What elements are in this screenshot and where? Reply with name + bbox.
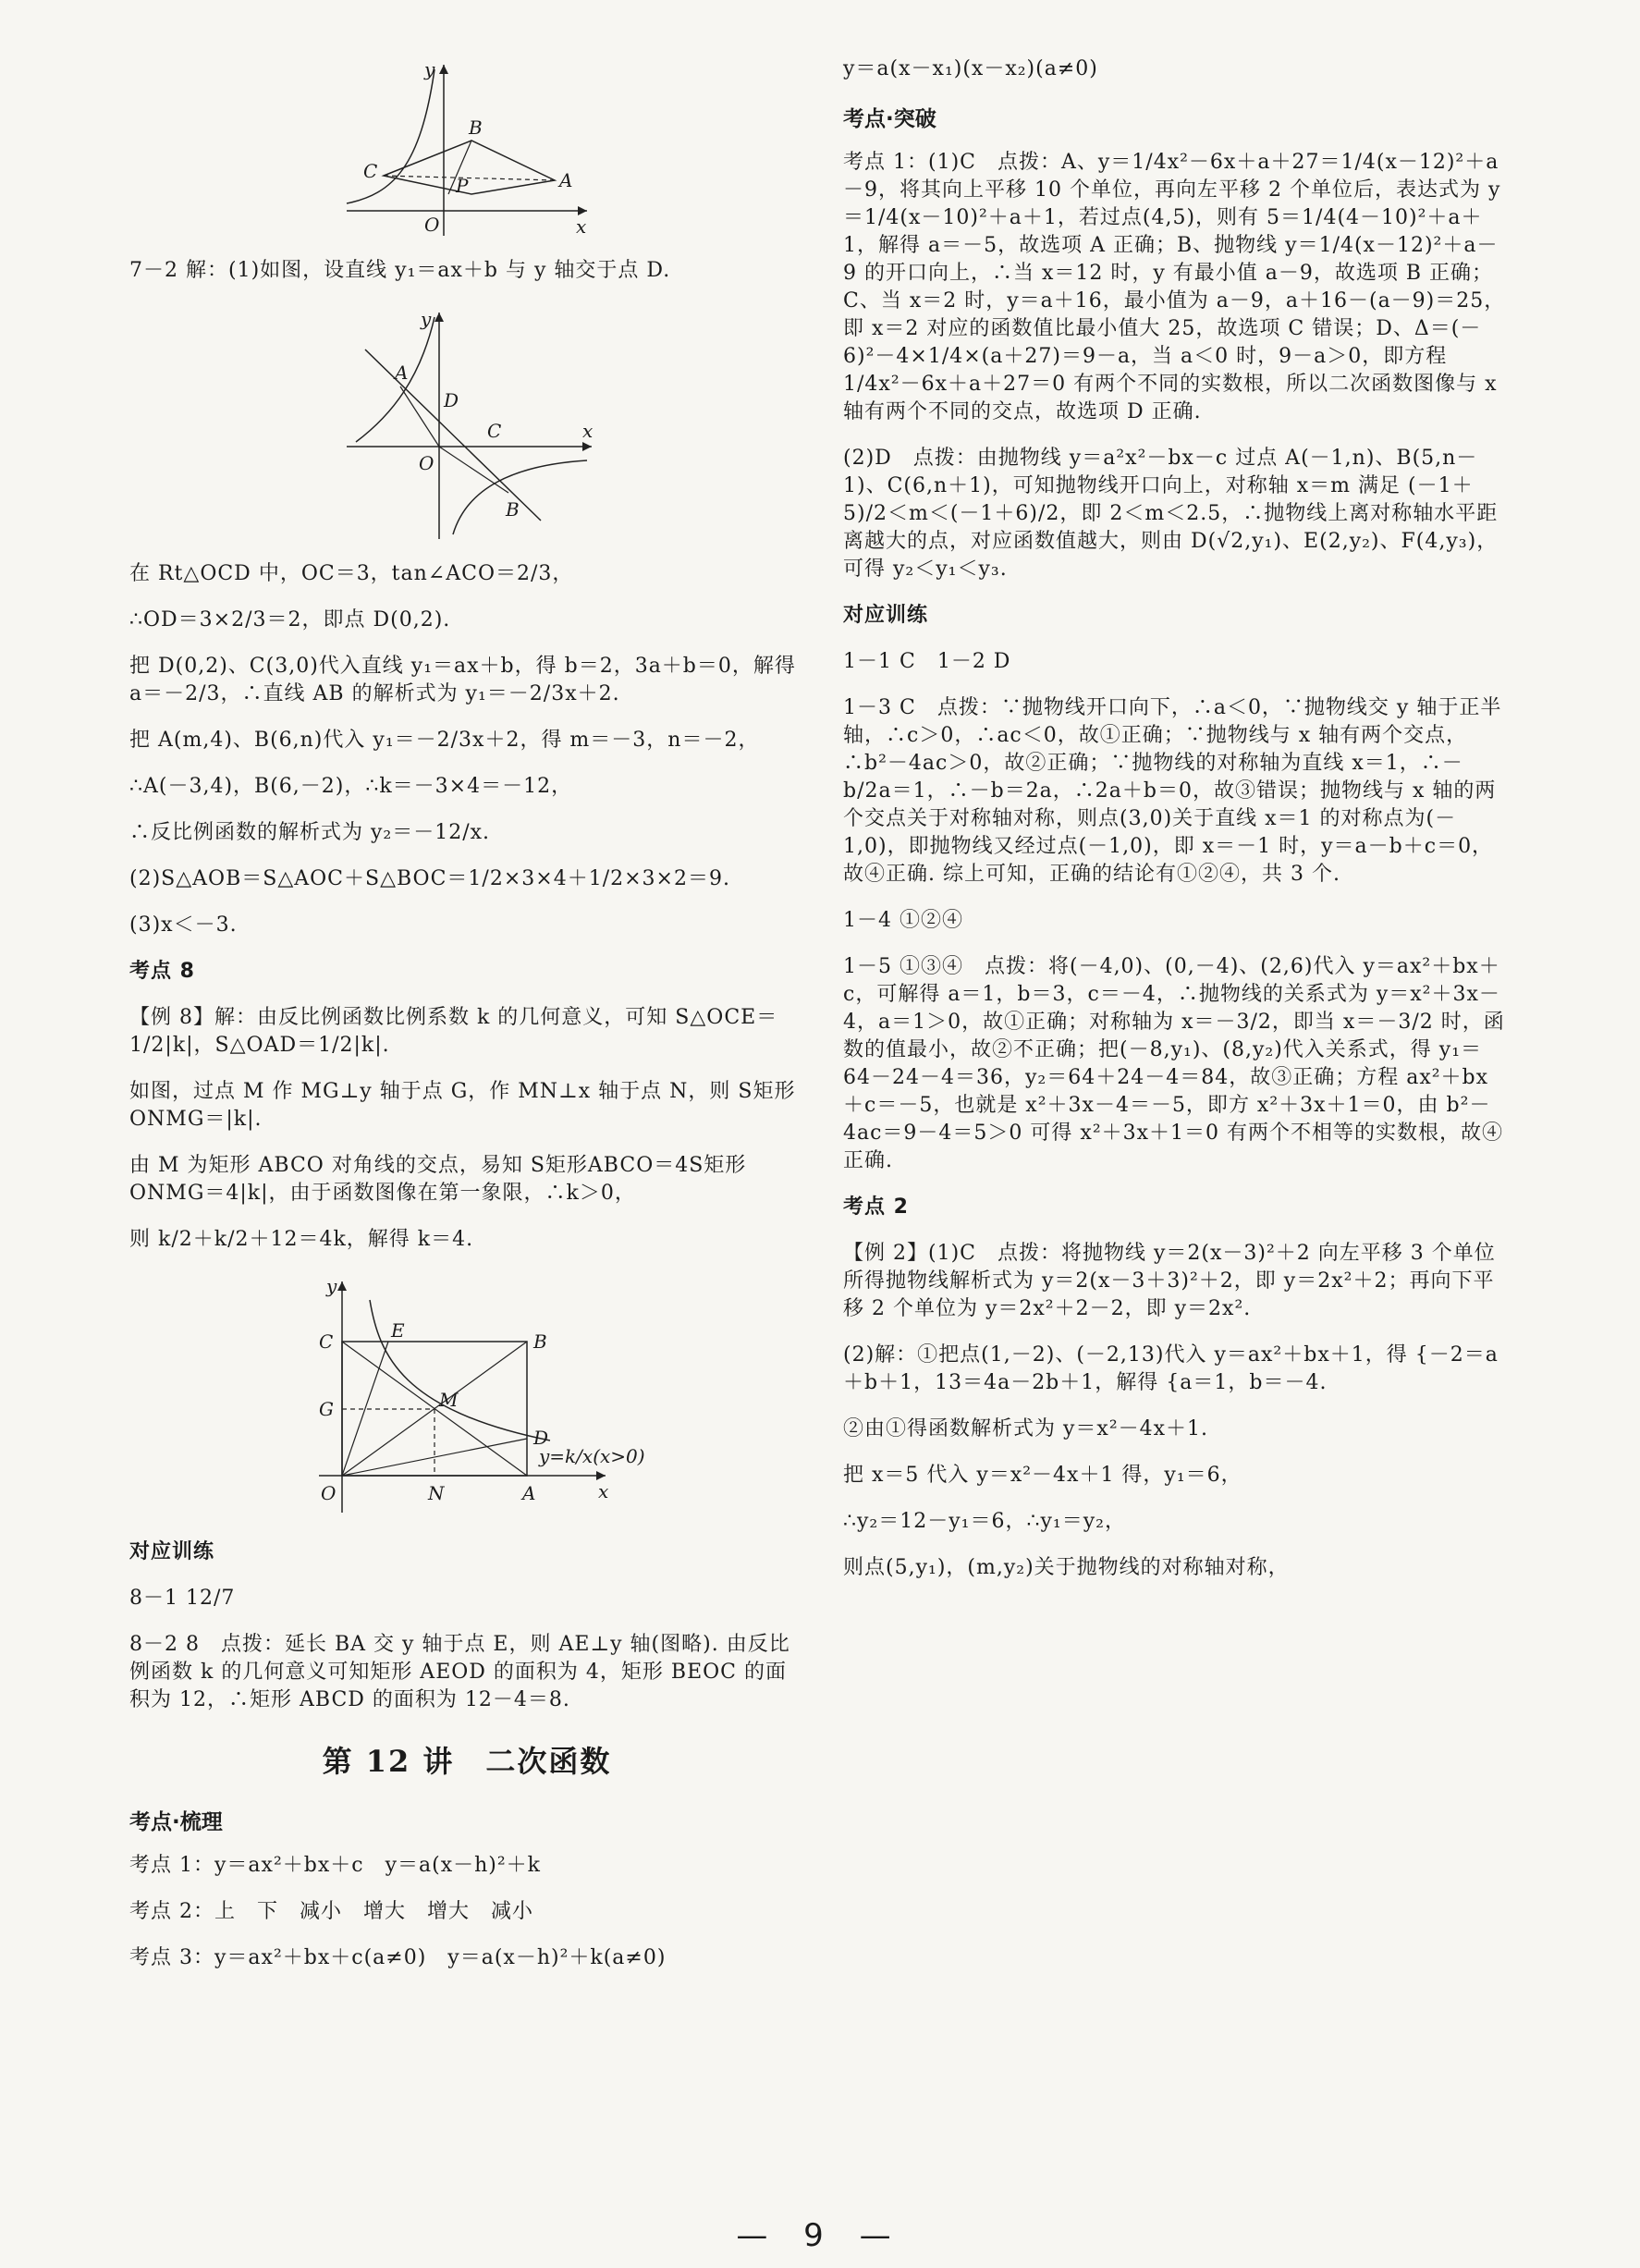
fig2-c-label: C bbox=[487, 420, 502, 442]
text-7-2: 7－2 解：(1)如图，设直线 y₁＝ax＋b 与 y 轴交于点 D. bbox=[129, 259, 671, 282]
fig3-c-label: C bbox=[319, 1330, 334, 1353]
text-range: (3)x＜－3. bbox=[129, 913, 238, 937]
fig1-y-label: y bbox=[424, 58, 435, 80]
text-substitute-d-c: 把 D(0,2)、C(3,0)代入直线 y₁＝ax＋b，得 b＝2，3a＋b＝0，解得 a＝－2/3，∴直线 AB 的解析式为 y₁＝－2/3x＋2. bbox=[129, 655, 796, 705]
figure-rectangle-hyperbola bbox=[300, 1272, 645, 1522]
chapter-title: 第 12 讲 二次函数 bbox=[322, 1744, 612, 1779]
text-area-aob: (2)S△AOB＝S△AOC＋S△BOC＝1/2×3×4＋1/2×3×2＝9. bbox=[129, 867, 730, 890]
text-shuli-2: 考点 2：上 下 减小 增大 增大 减小 bbox=[129, 1900, 533, 1923]
fig3-a-label: A bbox=[522, 1482, 536, 1504]
fig2-b-label: B bbox=[506, 498, 520, 521]
text-rt-ocd: 在 Rt△OCD 中，OC＝3，tan∠ACO＝2/3， bbox=[129, 562, 574, 585]
left-column bbox=[129, 55, 804, 1991]
page-number: — 9 — bbox=[736, 2217, 904, 2254]
text-shuli-1: 考点 1：y＝ax²＋bx＋c y＝a(x－h)²＋k bbox=[129, 1854, 542, 1877]
text-od: ∴OD＝3×2/3＝2，即点 D(0,2). bbox=[129, 608, 451, 631]
text-example-2-6: 则点(5,y₁)，(m,y₂)关于抛物线的对称轴对称， bbox=[843, 1556, 1290, 1579]
heading-kaodian-2: 考点 2 bbox=[843, 1195, 909, 1219]
text-example-2-2: (2)解：①把点(1,－2)、(－2,13)代入 y＝ax²＋bx＋1，得 {－2＝a＋b＋1，13＝4a－2b＋1，解得 {a＝1，b＝－4. bbox=[843, 1343, 1499, 1394]
text-substitute-a-b: 把 A(m,4)、B(6,n)代入 y₁＝－2/3x＋2，得 m＝－3，n＝－2， bbox=[129, 729, 760, 752]
fig3-b-label: B bbox=[533, 1330, 547, 1353]
fig1-x-label: x bbox=[576, 215, 587, 238]
text-8-2: 8－2 8 点拨：延长 BA 交 y 轴于点 E，则 AE⊥y 轴(图略). 由反比例函数 k 的几何意义可知矩形 AEOD 的面积为 4，矩形 BEOC 的面积为 12，∴矩形 ABCD 的面积为 12－4＝8. bbox=[129, 1633, 790, 1711]
right-column bbox=[843, 55, 1509, 1600]
text-intercept-form: y＝a(x－x₁)(x－x₂)(a≠0) bbox=[843, 57, 1098, 80]
text-k-value: ∴A(－3,4)，B(6,－2)，∴k＝－3×4＝－12， bbox=[129, 775, 573, 798]
fig2-y-label: y bbox=[421, 308, 432, 330]
text-inverse-function: ∴反比例函数的解析式为 y₂＝－12/x. bbox=[129, 821, 491, 844]
text-example-2-3: ②由①得函数解析式为 y＝x²－4x＋1. bbox=[843, 1417, 1209, 1440]
heading-shuli: 考点·梳理 bbox=[129, 1810, 223, 1834]
fig1-b-label: B bbox=[469, 116, 483, 139]
heading-duiying-right: 对应训练 bbox=[843, 604, 929, 627]
text-rectangle-area: 由 M 为矩形 ABCO 对角线的交点，易知 S矩形ABCO＝4S矩形ONMG＝4|k|，由于函数图像在第一象限，∴k＞0， bbox=[129, 1154, 747, 1205]
fig3-d-label: D bbox=[533, 1427, 549, 1449]
fig3-g-label: G bbox=[319, 1398, 334, 1420]
fig1-p-label: P bbox=[456, 175, 469, 197]
fig1-a-label: A bbox=[559, 169, 573, 191]
fig2-o-label: O bbox=[419, 452, 434, 474]
fig2-d-label: D bbox=[444, 389, 459, 411]
text-1-1-1-2: 1－1 C 1－2 D bbox=[843, 650, 1011, 673]
figure-line-hyperbola bbox=[328, 303, 606, 544]
heading-duiying-left: 对应训练 bbox=[129, 1540, 215, 1563]
fig2-x-label: x bbox=[582, 420, 594, 442]
text-mg-mn: 如图，过点 M 作 MG⊥y 轴于点 G，作 MN⊥x 轴于点 N，则 S矩形ONMG＝|k|. bbox=[129, 1080, 796, 1131]
text-kaodian-1-1: 考点 1：(1)C 点拨：A、y＝1/4x²－6x＋a＋27＝1/4(x－12)²＋a－9，将其向上平移 10 个单位，再向左平移 2 个单位后，表达式为 y＝1/4(x－10)²＋a＋1，若过点(4,5)，则有 5＝1/4(4－10)²＋a＋1，解得 a＝－5，故选项 A 正确；B、抛物线 y＝1/4(x－12)²＋a－9 的开口向上，∴当 x＝12 时，y 有最小值 a－9，故选项 B 正确；C、当 x＝2 时，y＝a＋16，最小值为 a－9，a＋16－(a－9)＝25，即 x＝2 对应的函数值比最小值大 25，故选项 C 错误；D、Δ＝(－6)²－4×1/4×(a＋27)＝9－a，当 a＜0 时，9－a＞0，即方程 1/4x²－6x＋a＋27＝0 有两个不同的实数根，所以二次函数图像与 x 轴有两个不同的交点，故选项 D 正确. bbox=[843, 151, 1506, 423]
fig2-a-label: A bbox=[395, 362, 409, 384]
text-1-4: 1－4 ①②④ bbox=[843, 909, 963, 932]
fig3-e-label: E bbox=[391, 1319, 405, 1342]
fig3-o-label: O bbox=[321, 1482, 337, 1504]
text-kaodian-1-2: (2)D 点拨：由抛物线 y＝a²x²－bx－c 过点 A(－1,n)、B(5,n－1)、C(6,n＋1)，可知抛物线开口向上，对称轴 x＝m 满足 (－1＋5)/2＜m＜(－1＋6)/2，即 2＜m＜2.5，∴抛物线上离对称轴水平距离越大的点，对应函数值越大，则由 D(√2,y₁)、E(2,y₂)、F(4,y₃)，可得 y₂＜y₁＜y₃. bbox=[843, 447, 1499, 581]
text-example-8: 【例 8】解：由反比例函数比例系数 k 的几何意义，可知 S△OCE＝1/2|k|，S△OAD＝1/2|k|. bbox=[129, 1006, 778, 1057]
text-example-2-5: ∴y₂＝12－y₁＝6，∴y₁＝y₂， bbox=[843, 1510, 1126, 1533]
text-solve-k: 则 k/2＋k/2＋12＝4k，解得 k＝4. bbox=[129, 1228, 474, 1251]
fig1-c-label: C bbox=[363, 160, 378, 182]
text-8-1: 8－1 12/7 bbox=[129, 1587, 236, 1610]
fig3-x-label: x bbox=[598, 1480, 609, 1502]
fig3-m-label: M bbox=[439, 1389, 459, 1411]
heading-kaodian-8: 考点 8 bbox=[129, 960, 195, 983]
text-1-5: 1－5 ①③④ 点拨：将(－4,0)、(0,－4)、(2,6)代入 y＝ax²＋bx＋c，可解得 a＝1，b＝3，c＝－4，∴抛物线的关系式为 y＝x²＋3x－4，a＝1＞0，故①正确；对称轴为 x＝－3/2，即当 x＝－3/2 时，函数的值最小，故②不正确；把(－8,y₁)、(8,y₂)代入关系式，得 y₁＝64－24－4＝36，y₂＝64＋24－4＝84，故③正确；方程 ax²＋bx＋c＝－5，也就是 x²＋3x－4＝－5，即方 x²＋3x＋1＝0，由 b²－4ac＝9－4＝5＞0 可得 x²＋3x＋1＝0 有两个不相等的实数根，故④正确. bbox=[843, 955, 1505, 1172]
heading-tupo: 考点·突破 bbox=[843, 107, 936, 131]
figure-rhombus-graph bbox=[328, 55, 606, 240]
text-1-3: 1－3 C 点拨：∵抛物线开口向下，∴a＜0，∵抛物线交 y 轴于正半轴，∴c＞0，∴ac＜0，故①正确；∵抛物线与 x 轴有两个交点，∴b²－4ac＞0，故②正确；∵抛物线的对称轴为直线 x＝1，∴－b/2a＝1，∴－b＝2a，∴2a＋b＝0，故③错误；抛物线与 x 轴的两个交点关于对称轴对称，则点(3,0)关于直线 x＝1 的对称点为(－1,0)，即抛物线又经过点(－1,0)，即 x＝－1 时，y＝a－b＋c＝0，故④正确. 综上可知，正确的结论有①②④，共 3 个. bbox=[843, 696, 1502, 886]
fig3-function-label: y=k/x(x>0) bbox=[539, 1445, 645, 1467]
text-example-2-4: 把 x＝5 代入 y＝x²－4x＋1 得，y₁＝6， bbox=[843, 1464, 1242, 1487]
fig3-y-label: y bbox=[326, 1275, 337, 1297]
fig1-o-label: O bbox=[424, 214, 440, 236]
text-example-2-1: 【例 2】(1)C 点拨：将抛物线 y＝2(x－3)²＋2 向左平移 3 个单位所得抛物线解析式为 y＝2(x－3＋3)²＋2，即 y＝2x²＋2；再向下平移 2 个单位为 y＝2x²＋2－2，即 y＝2x². bbox=[843, 1242, 1496, 1320]
fig3-n-label: N bbox=[428, 1482, 445, 1504]
text-shuli-3: 考点 3：y＝ax²＋bx＋c(a≠0) y＝a(x－h)²＋k(a≠0) bbox=[129, 1946, 667, 1969]
